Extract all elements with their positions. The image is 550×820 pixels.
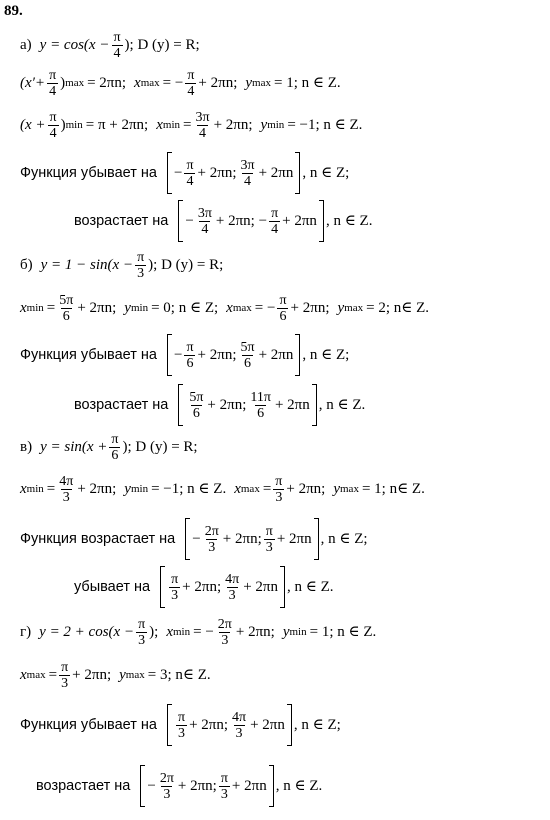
fraction: $\frac{\pi}{4}$ [187, 68, 195, 99]
part-a-domain: ); D (y) = R; [124, 37, 200, 53]
right-bracket [295, 152, 300, 194]
fraction: $\frac{2\pi}{3}$ [159, 770, 174, 802]
part-b-extrema: x min = $\frac{5\pi}{6}$ + 2πn; y min = 0; n ∈ Z; x max = − $\frac{\pi}{6}$ + 2πn; y max = 2; n∈ Z. [20, 293, 430, 324]
left-bracket [185, 518, 190, 560]
left-bracket [160, 566, 165, 608]
fraction: $\frac{5\pi}{6}$ [189, 389, 204, 421]
left-bracket [178, 200, 183, 242]
left-bracket [178, 384, 183, 426]
right-bracket [269, 765, 274, 807]
fraction: $\frac{\pi}{4}$ [271, 205, 279, 237]
fraction: $\frac{\pi}{3}$ [61, 660, 69, 691]
fraction: $\frac{\pi}{3}$ [265, 523, 273, 555]
fraction: $\frac{3\pi}{4}$ [197, 205, 212, 237]
fraction: $\frac{4\pi}{3}$ [232, 709, 247, 741]
part-b-function: б) y = 1 − sin(x − $\frac{\pi}{3}$ ); D (y) = R; [20, 250, 224, 281]
fraction: $\frac{\pi}{3}$ [275, 474, 283, 505]
part-d-increase: возрастает на − $\frac{2\pi}{3}$ + 2πn; $\frac{\pi}{3}$ + 2πn , n ∈ Z. [36, 765, 322, 807]
fraction: $\frac{\pi}{3}$ [220, 770, 228, 802]
fraction: $\frac{2\pi}{3}$ [217, 617, 232, 648]
problem-number: 89. [4, 3, 23, 19]
right-bracket [314, 518, 319, 560]
fraction: $\frac{\pi}{3}$ [171, 571, 179, 603]
fraction: $\frac{\pi}{4}$ [186, 157, 194, 189]
fraction: $\frac{\pi}{3}$ [177, 709, 186, 741]
right-bracket [280, 566, 285, 608]
fraction: $\frac{\pi}{6}$ [186, 339, 194, 371]
part-d-decrease: Функция убывает на $\frac{\pi}{3}$ + 2πn; $\frac{4\pi}{3}$ + 2πn , n ∈ Z; [20, 704, 341, 746]
part-a-decrease: Функция убывает на − $\frac{\pi}{4}$ + 2πn; $\frac{3\pi}{4}$ + 2πn , n ∈ Z; [20, 152, 349, 194]
part-a-function [20, 30, 200, 61]
part-c-function: в) y = sin(x + $\frac{\pi}{6}$ ); D (y) = R; [20, 432, 198, 463]
fraction: $\frac{11\pi}{6}$ [250, 389, 271, 421]
part-d-max: x max = $\frac{\pi}{3}$ + 2πn; y max = 3; n∈ Z. [20, 660, 211, 691]
right-bracket [319, 200, 324, 242]
right-bracket [287, 704, 292, 746]
fraction: $\frac{\pi}{3}$ [137, 250, 145, 281]
part-b-decrease: Функция убывает на − $\frac{\pi}{6}$ + 2πn; $\frac{5\pi}{6}$ + 2πn , n ∈ Z; [20, 334, 349, 376]
fraction: $\frac{2\pi}{3}$ [204, 523, 219, 555]
part-b-increase: возрастает на $\frac{5\pi}{6}$ + 2πn; $\frac{11\pi}{6}$ + 2πn , n ∈ Z. [74, 384, 365, 426]
left-bracket [167, 704, 172, 746]
part-a-max-line: (x′+ $\frac{\pi}{4}$ ) max = 2πn; x max = − $\frac{\pi}{4}$ + 2πn; y max = 1; n ∈ Z. [20, 68, 341, 99]
part-c-increase: Функция возрастает на − $\frac{2\pi}{3}$ + 2πn; $\frac{\pi}{3}$ + 2πn , n ∈ Z; [20, 518, 368, 560]
right-bracket [312, 384, 317, 426]
fraction: $\frac{4\pi}{3}$ [225, 571, 240, 603]
fraction: $\frac{\pi}{6}$ [111, 432, 119, 463]
fraction: $\frac{4\pi}{3}$ [59, 474, 74, 505]
fraction: $\frac{\pi}{4}$ [113, 30, 121, 61]
part-a-increase: возрастает на − $\frac{3\pi}{4}$ + 2πn; − $\frac{\pi}{4}$ + 2πn , n ∈ Z. [74, 200, 372, 242]
part-d-function: г) y = 2 + cos(x − $\frac{\pi}{3}$ ); x min = − $\frac{2\pi}{3}$ + 2πn; y min = 1; n ∈ Z. [20, 617, 377, 648]
fraction: $\frac{\pi}{3}$ [138, 617, 146, 648]
part-c-extrema: x min = $\frac{4\pi}{3}$ + 2πn; y min = −1; n ∈ Z. x max = $\frac{\pi}{3}$ + 2πn; y max = 1; n∈ Z. [20, 474, 425, 505]
fraction: $\frac{3\pi}{4}$ [240, 157, 255, 189]
part-c-decrease: убывает на $\frac{\pi}{3}$ + 2πn; $\frac{4\pi}{3}$ + 2πn , n ∈ Z. [74, 566, 334, 608]
part-a-func: y = cos(x − [39, 37, 110, 53]
fraction: $\frac{\pi}{6}$ [279, 293, 287, 324]
fraction: $\frac{5\pi}{6}$ [59, 293, 74, 324]
fraction: $\frac{5\pi}{6}$ [240, 339, 255, 371]
part-a-min-line: (x + $\frac{\pi}{4}$ ) min = π + 2πn; x min = $\frac{3\pi}{4}$ + 2πn; y min = −1; n ∈ Z. [20, 110, 363, 141]
part-a-label: а) [20, 37, 32, 53]
fraction: $\frac{3\pi}{4}$ [195, 110, 210, 141]
right-bracket [295, 334, 300, 376]
left-bracket [140, 765, 145, 807]
left-bracket [167, 152, 172, 194]
fraction: $\frac{\pi}{4}$ [49, 110, 57, 141]
left-bracket [167, 334, 172, 376]
fraction: $\frac{\pi}{4}$ [49, 68, 57, 99]
